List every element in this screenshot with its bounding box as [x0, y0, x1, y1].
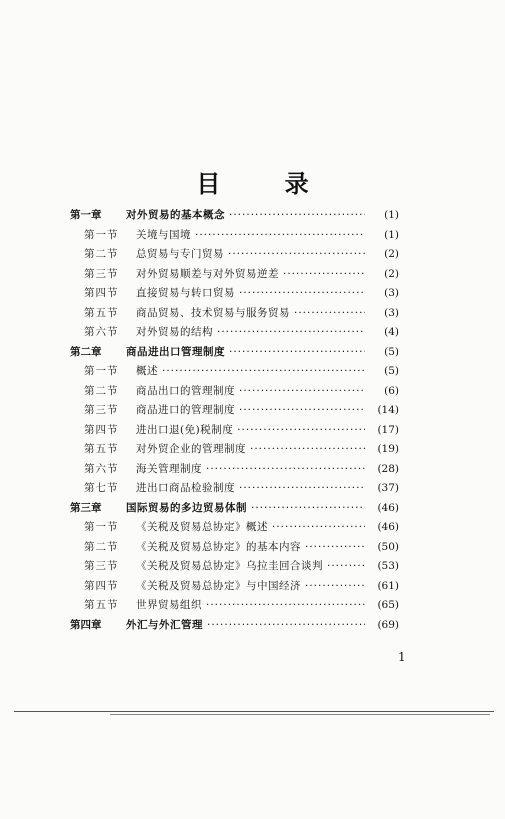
toc-section-entry — [0, 557, 505, 577]
toc-entry-page: (46) — [377, 501, 399, 514]
toc-entry-label: 国际贸易的多边贸易体制 — [126, 501, 247, 514]
toc-chapter-entry — [0, 499, 505, 519]
toc-entry-line — [84, 265, 399, 285]
bottom-rule — [14, 711, 494, 712]
toc-section-entry — [0, 479, 505, 499]
toc-entry-page: (37) — [377, 482, 399, 494]
dot-leader — [283, 265, 365, 285]
toc-entry-page: (69) — [377, 618, 399, 631]
dot-leader — [207, 616, 365, 636]
toc-section-entry — [0, 226, 505, 246]
toc-entry-label: 《关税及贸易总协定》与中国经济 — [136, 579, 301, 592]
toc-entry-line — [70, 343, 399, 363]
toc-entry-page: (50) — [377, 540, 399, 553]
dot-leader — [206, 596, 365, 616]
toc-chapter-entry — [0, 616, 505, 636]
dot-leader — [239, 479, 365, 499]
toc-entry-line — [84, 304, 399, 324]
toc-entry-line — [84, 440, 399, 460]
toc-entry-line — [84, 226, 399, 246]
toc-entry-label: 商品出口的管理制度 — [136, 384, 235, 397]
toc-section-entry — [0, 284, 505, 304]
toc-entry-line — [84, 362, 399, 382]
toc-entry-number: 第四节 — [84, 579, 119, 592]
dot-leader — [195, 226, 365, 246]
toc-section-entry — [0, 401, 505, 421]
toc-entry-page: (14) — [377, 404, 399, 416]
toc-entry-line — [70, 499, 399, 519]
toc-entry-label: 对外贸易的基本概念 — [126, 209, 225, 221]
dot-leader — [217, 323, 365, 343]
dot-leader — [239, 401, 365, 421]
toc-section-entry — [0, 362, 505, 382]
toc-entry-number: 第六节 — [84, 326, 119, 338]
toc-entry-number: 第一节 — [84, 228, 119, 241]
toc-entry-number: 第二节 — [84, 384, 119, 397]
toc-entry-page: (5) — [384, 345, 399, 358]
toc-entry-label: 对外贸易顺差与对外贸易逆差 — [136, 267, 279, 280]
toc-entry-number: 第七节 — [84, 482, 119, 494]
toc-entry-page: (2) — [384, 267, 399, 280]
toc-entry-line — [84, 382, 399, 402]
toc-entry-label: 世界贸易组织 — [136, 599, 202, 611]
toc-entry-label: 商品进口的管理制度 — [136, 404, 235, 416]
toc-chapter-entry — [0, 206, 505, 226]
dot-leader — [239, 284, 365, 304]
toc-entry-page: (53) — [377, 560, 399, 572]
toc-entry-page: (61) — [377, 579, 399, 592]
toc-entry-line — [84, 479, 399, 499]
dot-leader — [206, 460, 365, 480]
toc-section-entry — [0, 304, 505, 324]
toc-entry-number: 第五节 — [84, 443, 119, 455]
toc-section-entry — [0, 596, 505, 616]
toc-entry-number: 第三节 — [84, 404, 119, 416]
toc-entry-page: (1) — [384, 209, 399, 221]
dot-leader — [327, 557, 365, 577]
page-title: 目 录 — [196, 170, 337, 198]
toc-entry-label: 商品贸易、技术贸易与服务贸易 — [136, 306, 290, 319]
toc-entry-page: (46) — [377, 521, 399, 533]
toc-entry-page: (3) — [384, 287, 399, 299]
toc-entry-line — [84, 284, 399, 304]
toc-entry-page: (28) — [377, 462, 399, 475]
toc-entry-line — [84, 460, 399, 480]
toc-section-entry — [0, 323, 505, 343]
toc-entry-line — [70, 206, 399, 226]
toc-entry-number: 第三节 — [84, 560, 119, 572]
toc-entry-label: 海关管理制度 — [136, 462, 202, 475]
dot-leader — [251, 499, 365, 519]
dot-leader — [272, 518, 365, 538]
toc-entry-page: (4) — [384, 326, 399, 338]
toc-entry-number: 第五节 — [84, 599, 119, 611]
toc-entry-number: 第三章 — [70, 501, 102, 514]
toc-entry-page: (65) — [377, 599, 399, 611]
toc-entry-line — [84, 421, 399, 441]
toc-entry-line — [84, 577, 399, 597]
dot-leader — [305, 538, 365, 558]
bottom-rule-secondary — [110, 714, 490, 715]
dot-leader — [229, 206, 365, 226]
toc-entry-label: 关境与国境 — [136, 228, 191, 241]
dot-leader — [239, 382, 365, 402]
toc-entry-label: 总贸易与专门贸易 — [136, 248, 224, 260]
toc-entry-line — [84, 245, 399, 265]
toc-entry-number: 第三节 — [84, 267, 119, 280]
toc-entry-label: 进出口退(免)税制度 — [136, 423, 234, 436]
toc-entry-line — [84, 518, 399, 538]
dot-leader — [250, 440, 365, 460]
toc-entry-number: 第四章 — [70, 618, 102, 631]
toc-entry-page: (2) — [384, 248, 399, 260]
dot-leader — [228, 245, 365, 265]
dot-leader — [162, 362, 365, 382]
toc-section-entry — [0, 265, 505, 285]
toc-entry-number: 第六节 — [84, 462, 119, 475]
table-of-contents — [0, 206, 505, 635]
toc-section-entry — [0, 245, 505, 265]
toc-entry-page: (1) — [384, 228, 399, 241]
toc-entry-line — [84, 401, 399, 421]
toc-entry-number: 第四节 — [84, 423, 119, 436]
toc-entry-number: 第二节 — [84, 248, 119, 260]
toc-entry-label: 进出口商品检验制度 — [136, 482, 235, 494]
toc-entry-label: 概述 — [136, 365, 158, 377]
toc-entry-page: (17) — [377, 423, 399, 436]
toc-entry-label: 商品进出口管理制度 — [126, 345, 225, 358]
toc-section-entry — [0, 538, 505, 558]
dot-leader — [237, 421, 365, 441]
dot-leader — [229, 343, 365, 363]
toc-entry-label: 直接贸易与转口贸易 — [136, 287, 235, 299]
toc-section-entry — [0, 421, 505, 441]
toc-section-entry — [0, 518, 505, 538]
page-number: 1 — [398, 650, 406, 664]
toc-entry-label: 外汇与外汇管理 — [126, 618, 203, 631]
toc-entry-number: 第四节 — [84, 287, 119, 299]
toc-entry-page: (5) — [384, 365, 399, 377]
toc-entry-line — [84, 323, 399, 343]
toc-section-entry — [0, 382, 505, 402]
toc-entry-number: 第五节 — [84, 306, 119, 319]
toc-entry-number: 第二节 — [84, 540, 119, 553]
toc-chapter-entry — [0, 343, 505, 363]
toc-entry-line — [70, 616, 399, 636]
toc-entry-number: 第一节 — [84, 521, 119, 533]
toc-entry-line — [84, 557, 399, 577]
toc-entry-line — [84, 596, 399, 616]
toc-section-entry — [0, 460, 505, 480]
toc-section-entry — [0, 440, 505, 460]
toc-entry-page: (19) — [377, 443, 399, 455]
toc-entry-label: 《关税及贸易总协定》的基本内容 — [136, 540, 301, 553]
toc-entry-number: 第二章 — [70, 345, 102, 358]
toc-entry-label: 《关税及贸易总协定》乌拉圭回合谈判 — [136, 560, 323, 572]
toc-entry-number: 第一节 — [84, 365, 119, 377]
dot-leader — [294, 304, 365, 324]
toc-entry-page: (3) — [384, 306, 399, 319]
toc-entry-label: 《关税及贸易总协定》概述 — [136, 521, 268, 533]
toc-entry-number: 第一章 — [70, 209, 102, 221]
toc-entry-page: (6) — [384, 384, 399, 397]
toc-entry-label: 对外贸企业的管理制度 — [136, 443, 246, 455]
toc-section-entry — [0, 577, 505, 597]
toc-entry-line — [84, 538, 399, 558]
dot-leader — [305, 577, 365, 597]
toc-entry-label: 对外贸易的结构 — [136, 326, 213, 338]
